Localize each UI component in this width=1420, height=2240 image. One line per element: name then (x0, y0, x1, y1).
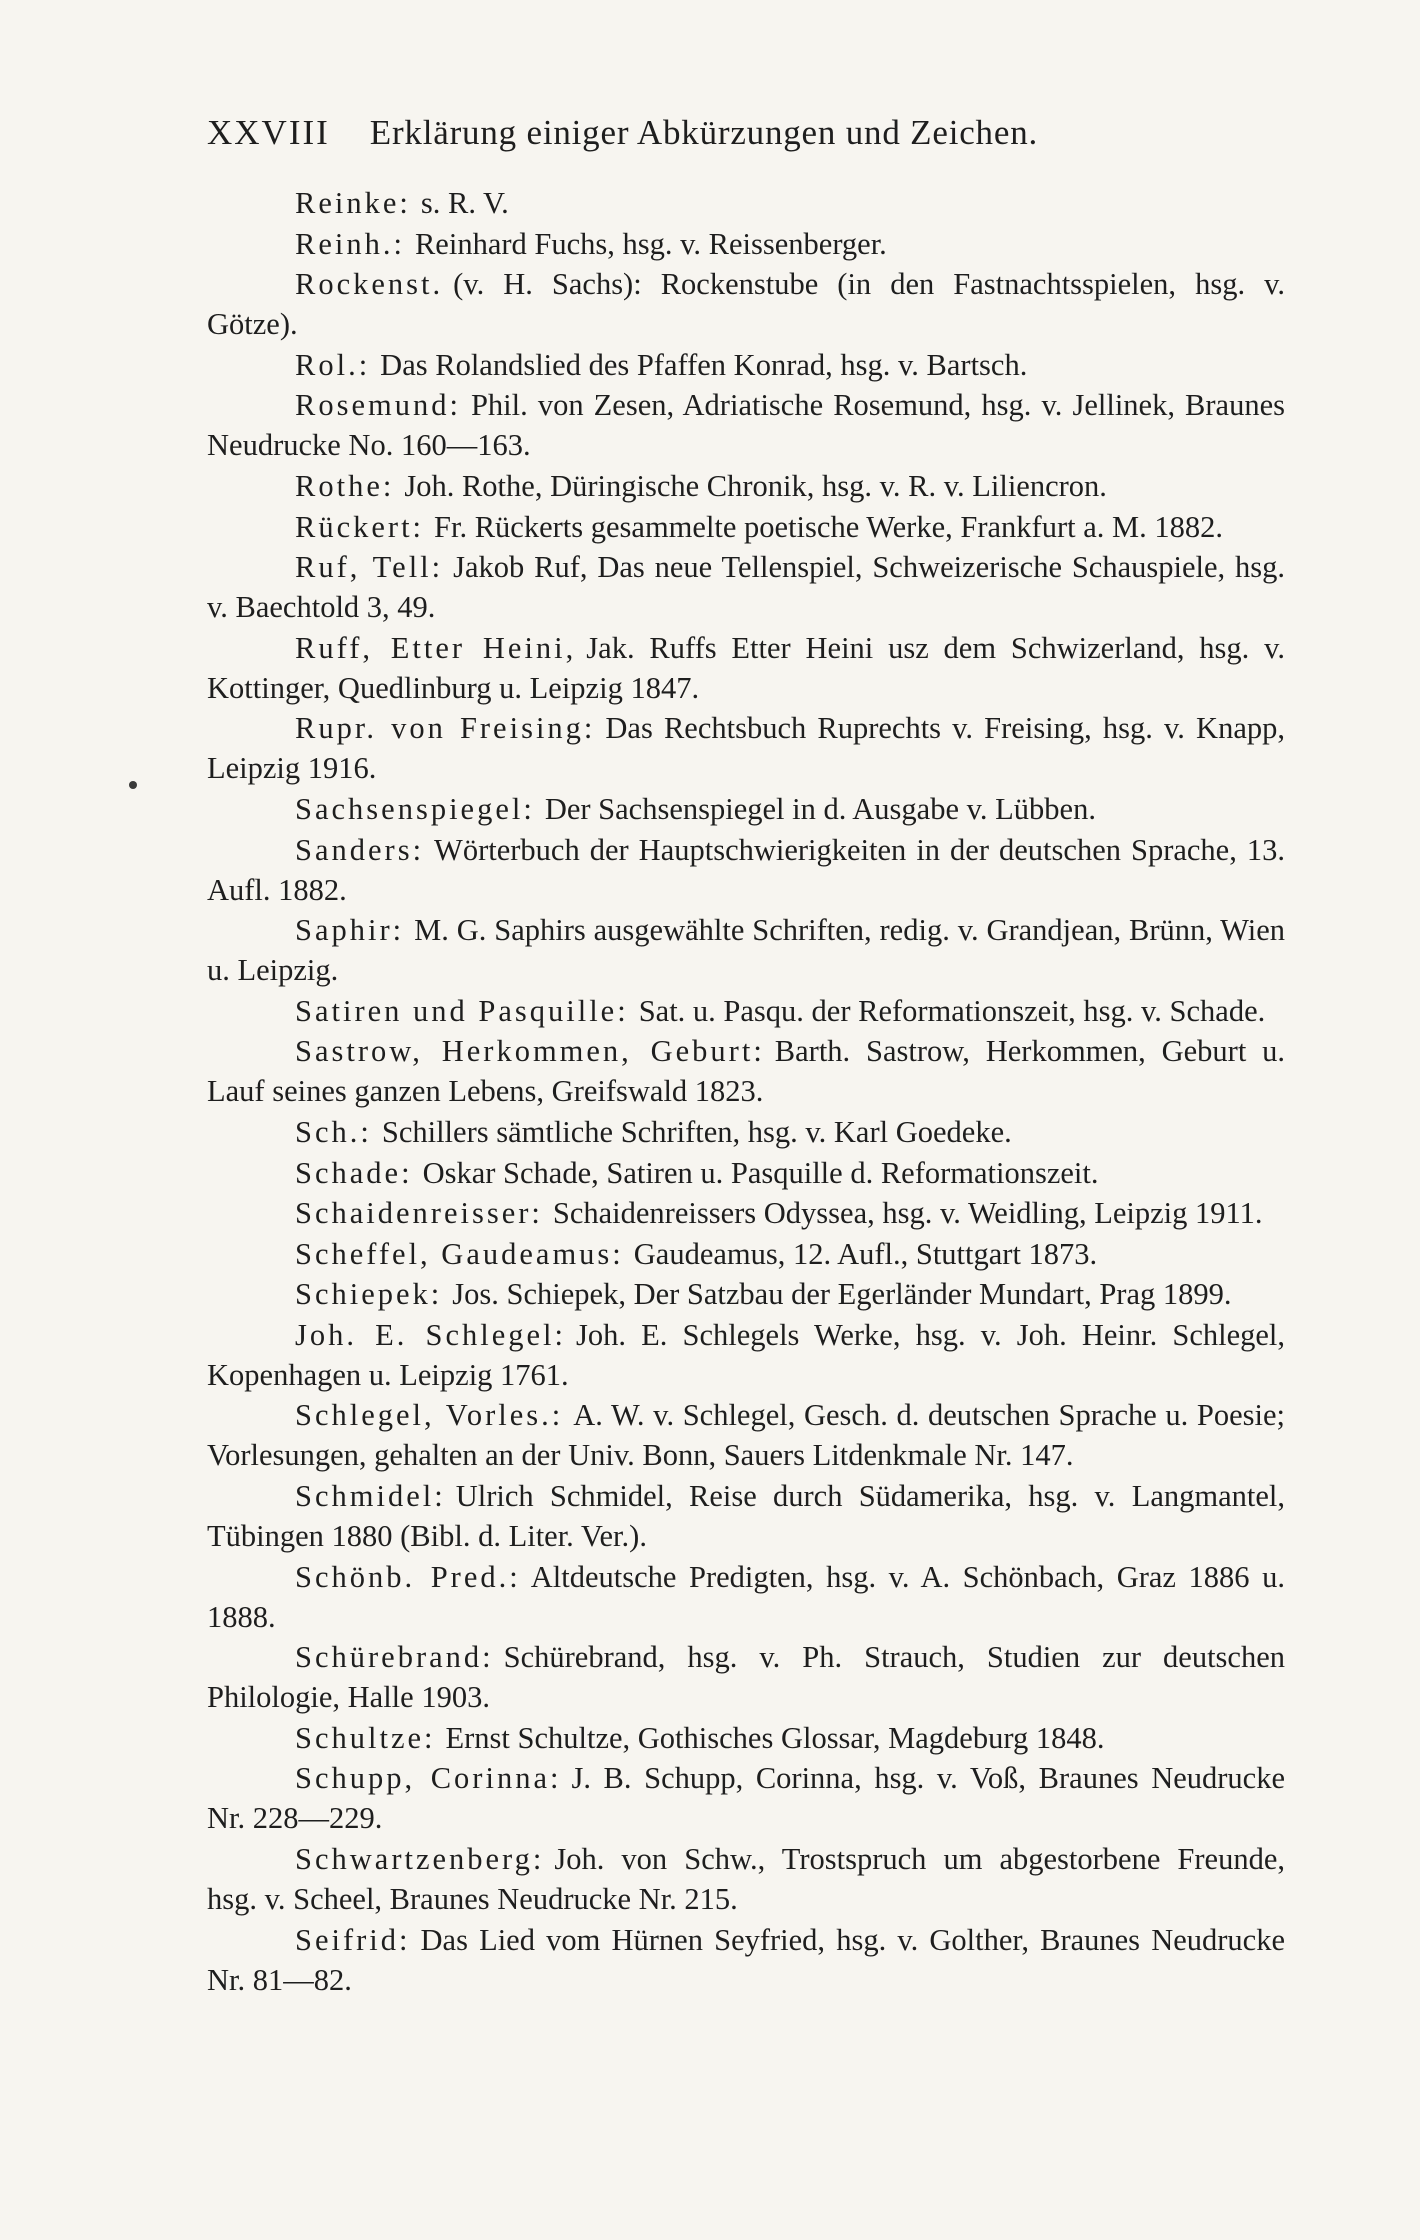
entry-text: Oskar Schade, Satiren u. Pasquille d. Reformationszeit. (422, 1155, 1099, 1190)
abbreviation-list (207, 183, 1285, 2000)
entry-key: Sachsenspiegel: (295, 791, 535, 826)
entry-joh-e-schlegel (207, 1315, 1285, 1395)
entry-schade (207, 1153, 1285, 1193)
entry-rockenst (207, 264, 1285, 344)
entry-text: Joh. E. Schlegels Werke, hsg. v. Joh. Heinr. Schlegel, Kopenhagen u. Leipzig 1761. (207, 1317, 1285, 1392)
entry-schupp-corinna (207, 1758, 1285, 1838)
entry-key: Rückert: (295, 509, 425, 544)
entry-text: Das Lied vom Hürnen Seyfried, hsg. v. Golther, Braunes Neudrucke Nr. 81—82. (207, 1922, 1285, 1997)
entry-text: Barth. Sastrow, Herkommen, Geburt u. Lauf seines ganzen Lebens, Greifswald 1823. (207, 1034, 1285, 1109)
entry-key: Saphir: (295, 913, 405, 948)
entry-key: Ruf, Tell: (295, 550, 444, 585)
entry-sastrow (207, 1031, 1285, 1111)
entry-text: Jos. Schiepek, Der Satzbau der Egerländer Mundart, Prag 1899. (452, 1277, 1232, 1312)
entry-text: Jakob Ruf, Das neue Tellenspiel, Schweizerische Schauspiele, hsg. v. Baechtold 3, 49. (207, 550, 1285, 625)
entry-schaidenreisser (207, 1193, 1285, 1233)
entry-key: Schürebrand: (295, 1640, 494, 1675)
page-number: XXVIII (207, 113, 330, 152)
entry-rueckert (207, 507, 1285, 547)
entry-seifrid (207, 1920, 1285, 2000)
entry-key: Rupr. von Freising: (295, 711, 596, 746)
entry-text: A. W. v. Schlegel, Gesch. d. deutschen Sprache u. Poesie; Vorlesungen, gehalten an der Univ. Bonn, Sauers Litdenkmale Nr. 147. (207, 1398, 1285, 1473)
entry-text: Schürebrand, hsg. v. Ph. Strauch, Studien zur deutschen Philologie, Halle 1903. (207, 1640, 1285, 1715)
entry-text: M. G. Saphirs ausgewählte Schriften, redig. v. Grandjean, Brünn, Wien u. Leipzig. (207, 913, 1285, 988)
entry-key: Schlegel, Vorles.: (295, 1398, 564, 1433)
entry-scheffel-gaudeamus (207, 1234, 1285, 1274)
entry-key: Schaidenreisser: (295, 1196, 543, 1231)
entry-key: Ruff, Etter Heini, (295, 630, 577, 665)
entry-text: Schillers sämtliche Schriften, hsg. v. Karl Goedeke. (381, 1114, 1012, 1149)
entry-key: Seifrid: (295, 1922, 411, 1957)
entry-text: Fr. Rückerts gesammelte poetische Werke, Frankfurt a. M. 1882. (434, 509, 1223, 544)
entry-text: Gaudeamus, 12. Aufl., Stuttgart 1873. (633, 1236, 1098, 1271)
entry-text: Wörterbuch der Hauptschwierigkeiten in der deutschen Sprache, 13. Aufl. 1882. (207, 832, 1285, 907)
entry-key: Schmidel: (295, 1479, 446, 1514)
ink-speck (129, 781, 137, 789)
entry-saphir (207, 910, 1285, 990)
entry-ruff-etter-heini (207, 628, 1285, 708)
entry-key: Rothe: (295, 468, 395, 503)
running-title: Erklärung einiger Abkürzungen und Zeichen. (369, 113, 1039, 152)
entry-key: Rol.: (295, 347, 371, 382)
entry-text: Das Rechtsbuch Ruprechts v. Freising, hsg. v. Knapp, Leipzig 1916. (207, 711, 1285, 786)
entry-reinke (207, 183, 1285, 223)
entry-key: Scheffel, Gaudeamus: (295, 1236, 624, 1271)
entry-key: Sch.: (295, 1114, 372, 1149)
entry-sch (207, 1112, 1285, 1152)
entry-text: Joh. von Schw., Trostspruch um abgestorbene Freunde, hsg. v. Scheel, Braunes Neudrucke Nr. 215. (207, 1842, 1285, 1917)
entry-text: J. B. Schupp, Corinna, hsg. v. Voß, Braunes Neudrucke Nr. 228—229. (207, 1761, 1285, 1836)
entry-rupr-von-freising (207, 708, 1285, 788)
entry-schuerebrand (207, 1637, 1285, 1717)
entry-schoenb-pred (207, 1557, 1285, 1637)
entry-schwartzenberg (207, 1839, 1285, 1919)
entry-key: Joh. E. Schlegel: (295, 1317, 567, 1352)
entry-schmidel (207, 1476, 1285, 1556)
entry-key: Reinke: (295, 186, 411, 220)
entry-key: Sastrow, Herkommen, Geburt: (295, 1034, 765, 1069)
entry-key: Rockenst. (295, 267, 444, 302)
entry-key: Rosemund: (295, 388, 461, 423)
entry-text: Das Rolandslied des Pfaffen Konrad, hsg. v. Bartsch. (380, 347, 1028, 382)
entry-schlegel-vorles (207, 1395, 1285, 1475)
entry-text: Altdeutsche Predigten, hsg. v. A. Schönbach, Graz 1886 u. 1888. (207, 1559, 1285, 1634)
entry-key: Schultze: (295, 1720, 436, 1755)
entry-text: Phil. von Zesen, Adriatische Rosemund, hsg. v. Jellinek, Braunes Neudrucke No. 160—163. (207, 388, 1285, 463)
entry-text: Jak. Ruffs Etter Heini usz dem Schwizerland, hsg. v. Kottinger, Quedlinburg u. Leipzig 1847. (207, 630, 1286, 705)
entry-text: (v. H. Sachs): Rockenstube (in den Fastnachtsspielen, hsg. v. Götze). (207, 267, 1285, 342)
entry-text: Sat. u. Pasqu. der Reformationszeit, hsg. v. Schade. (638, 993, 1266, 1028)
entry-sachsenspiegel (207, 789, 1285, 829)
entry-key: Reinh.: (295, 226, 405, 261)
running-header (207, 110, 1287, 156)
entry-key: Schwartzenberg: (295, 1842, 545, 1877)
entry-satiren-und-pasquille (207, 991, 1285, 1031)
entry-text: Der Sachsenspiegel in d. Ausgabe v. Lübben. (544, 791, 1096, 826)
entry-rothe (207, 466, 1285, 506)
entry-reinh (207, 224, 1285, 264)
entry-rol (207, 345, 1285, 385)
entry-key: Satiren und Pasquille: (295, 993, 629, 1028)
entry-text: Joh. Rothe, Düringische Chronik, hsg. v. R. v. Liliencron. (404, 468, 1107, 503)
entry-text: Schaidenreissers Odyssea, hsg. v. Weidling, Leipzig 1911. (552, 1196, 1263, 1231)
entry-text: Reinhard Fuchs, hsg. v. Reissenberger. (414, 226, 887, 261)
entry-key: Schupp, Corinna: (295, 1761, 562, 1796)
entry-key: Schade: (295, 1155, 413, 1190)
entry-schiepek (207, 1274, 1285, 1314)
entry-key: Schönb. Pred.: (295, 1559, 521, 1594)
entry-text: Ulrich Schmidel, Reise durch Südamerika, hsg. v. Langmantel, Tübingen 1880 (Bibl. d. Liter. Ver.). (207, 1479, 1285, 1554)
entry-key: Schiepek: (295, 1277, 443, 1312)
entry-text: s. R. V. (420, 186, 509, 220)
entry-key: Sanders: (295, 832, 425, 867)
entry-rosemund (207, 385, 1285, 465)
entry-text: Ernst Schultze, Gothisches Glossar, Magdeburg 1848. (445, 1720, 1105, 1755)
entry-sanders (207, 830, 1285, 910)
entry-schultze (207, 1718, 1285, 1758)
entry-ruf-tell (207, 547, 1285, 627)
